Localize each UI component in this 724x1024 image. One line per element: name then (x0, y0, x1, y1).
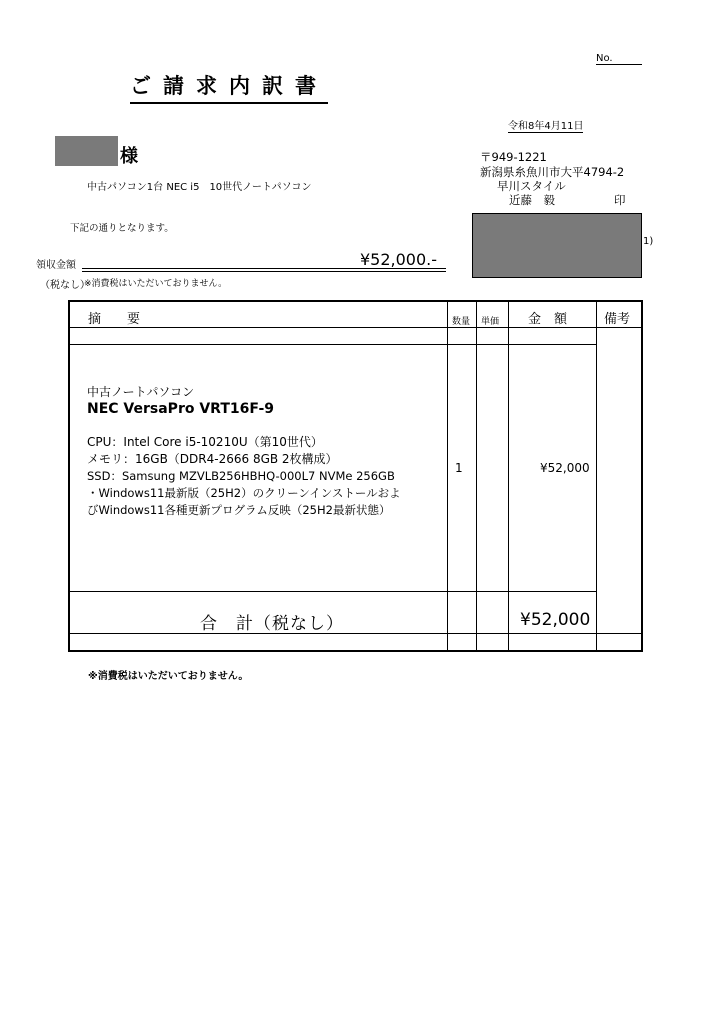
issuer-shop-name: 早川スタイル (497, 179, 566, 193)
redacted-seal-area (472, 213, 642, 278)
col-divider-remarks (596, 302, 597, 652)
col-divider-unit (476, 302, 477, 652)
header-remarks: 備考 (604, 312, 631, 327)
receipt-label: 領収金額 (36, 260, 76, 271)
item-category: 中古ノートパソコン (87, 385, 195, 399)
item-os-line1: ・Windows11最新版（25H2）のクリーンインストールおよ (87, 486, 401, 500)
document-title: ご請求内訳書 (130, 70, 328, 104)
receipt-underline (82, 268, 446, 269)
footer-tax-note: ※消費税はいただいておりません。 (88, 671, 249, 682)
item-os-line2: びWindows11各種更新プログラム反映（25H2最新状態） (87, 503, 391, 517)
item-cpu: CPU：Intel Core i5-10210U（第10世代） (87, 435, 323, 449)
issuer-person: 近藤 毅 (509, 193, 555, 207)
row-divider-total (70, 591, 596, 592)
issuer-postal-code: 〒949-1221 (480, 150, 547, 164)
header-divider (70, 327, 641, 328)
header-unit-price: 単価 (481, 317, 500, 327)
side-note: 1) (643, 236, 654, 247)
row-divider-bottom (70, 633, 641, 634)
total-amount: ¥52,000 (520, 610, 591, 630)
tax-status-label: （税なし） (40, 280, 90, 291)
customer-honorific: 様 (120, 146, 138, 167)
header-summary: 摘 要 (88, 312, 141, 327)
issuer-address: 新潟県糸魚川市大平4794-2 (480, 165, 625, 179)
total-label: 合 計（税なし） (200, 614, 344, 634)
item-ssd: SSD：Samsung MZVLB256HBHQ-000L7 NVMe 256GB (87, 469, 395, 483)
item-amount: ¥52,000 (540, 461, 590, 475)
invoice-subject: 中古パソコン1台 NEC i5 10世代ノートパソコン (87, 182, 312, 193)
item-memory: メモリ：16GB（DDR4-2666 8GB 2枚構成） (87, 452, 338, 466)
intro-text: 下記の通りとなります。 (70, 223, 174, 234)
seal-mark: 印 (614, 193, 626, 207)
item-quantity: 1 (455, 461, 463, 475)
receipt-underline-double (82, 271, 446, 272)
header-amount: 金 額 (528, 312, 568, 327)
item-model: NEC VersaPro VRT16F-9 (87, 401, 275, 417)
receipt-amount: ¥52,000.- (360, 250, 438, 269)
issue-date: 令和8年4月11日 (508, 117, 583, 133)
col-divider-amount (508, 302, 509, 652)
invoice-table (68, 300, 643, 652)
document-number-label: No. (596, 53, 642, 65)
header-quantity: 数量 (452, 317, 471, 327)
redacted-customer-name (55, 136, 118, 166)
row-divider-top (70, 344, 596, 345)
col-divider-qty (447, 302, 448, 652)
tax-note: ※消費税はいただいておりません。 (84, 279, 228, 289)
